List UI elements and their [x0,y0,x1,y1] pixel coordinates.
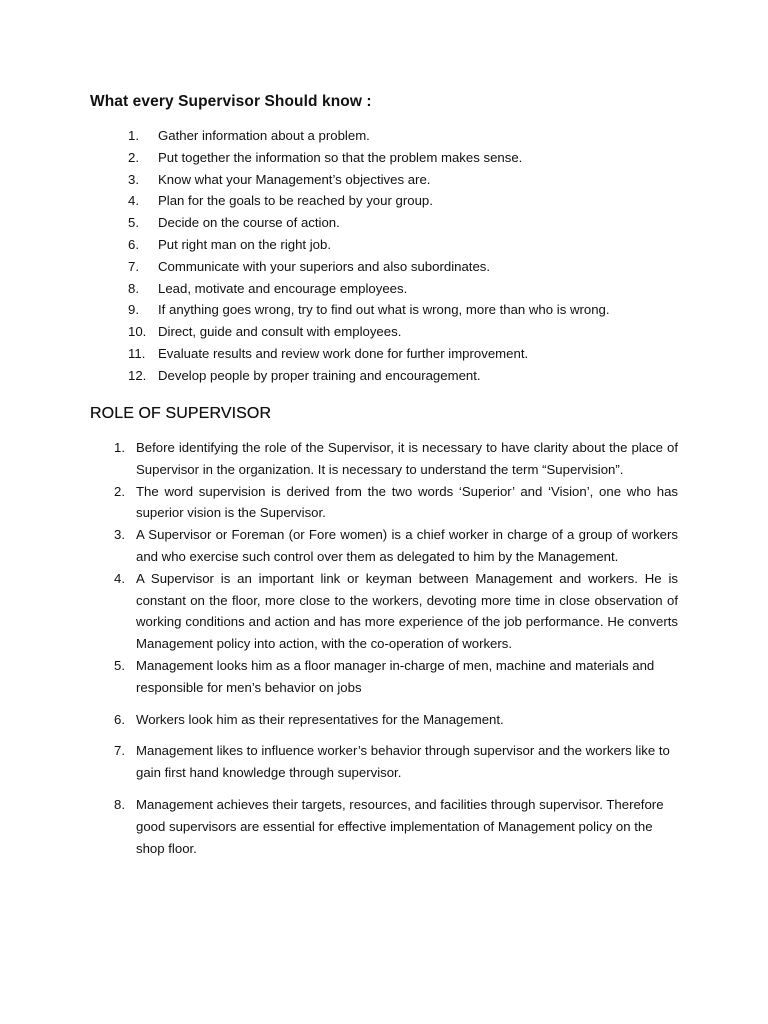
list-item [128,234,688,256]
list-item [106,437,678,481]
section-heading-supervisor-knowledge: What every Supervisor Should know : [90,93,372,110]
list-item [106,740,678,784]
list-item-text: Evaluate results and review work done for further improvement. [158,345,529,361]
list-item-number: 4. [128,193,139,209]
list-item-number: 9. [128,302,139,318]
list-item-number: 2. [128,149,139,165]
list-item [106,655,678,699]
list-item-number: 1. [128,128,139,143]
list-item-text: Management likes to influence worker’s behavior through supervisor and the workers like to gain first hand knowledge through supervisor. [136,743,670,781]
list-item-number: 7. [128,258,139,274]
supervisor-knowledge-list [128,125,688,387]
list-item-text: Plan for the goals to be reached by your group. [158,193,433,209]
list-item [128,169,688,191]
list-item [128,147,688,169]
list-item [128,278,688,300]
list-item-number: 7. [114,743,125,759]
list-item-text: Before identifying the role of the Supervisor, it is necessary to have clarity about the place of Supervisor in the organization. It is necessary to understand the term “Supervision”. [136,440,678,477]
list-item-text: Put right man on the right job. [158,236,332,252]
list-item-number: 1. [114,440,125,455]
list-item-number: 10. [128,324,147,340]
list-item-number: 6. [128,236,139,252]
list-item-text: A Supervisor or Foreman (or Fore women) is a chief worker in charge of a group of workers and who exercise such control over them as delegated to him by the Management. [136,527,678,564]
list-item-number: 5. [114,657,125,673]
list-item-text: Put together the information so that the problem makes sense. [158,149,523,165]
role-of-supervisor-list [106,437,678,859]
list-item-text: Communicate with your superiors and also subordinates. [158,258,491,274]
list-item-text: If anything goes wrong, try to find out what is wrong, more than who is wrong. [158,302,610,318]
list-item-text: Direct, guide and consult with employees. [158,324,402,340]
list-item-number: 11. [128,345,146,361]
list-item-text: Decide on the course of action. [158,215,340,231]
list-item-number: 4. [114,570,125,586]
list-item-text: The word supervision is derived from the two words ‘Superior’ and ‘Vision’, one who has superior vision is the Supervisor. [136,483,678,521]
list-item-number: 2. [114,483,125,499]
list-item [128,190,688,212]
list-item [106,709,678,731]
list-item-number: 8. [128,280,139,296]
list-item-number: 3. [114,527,125,543]
list-item-text: Management looks him as a floor manager in-charge of men, machine and materials and responsible for men’s behavior on jobs [136,657,655,695]
list-item-text: Develop people by proper training and encouragement. [158,367,481,383]
list-item [106,481,678,525]
list-item-text: Management achieves their targets, resources, and facilities through supervisor. Therefore good supervisors are essential for effective implementation of Management policy on the shop floor. [136,796,664,856]
list-item [128,321,688,343]
list-item [128,343,688,365]
list-item-number: 6. [114,711,125,727]
list-item [128,125,688,147]
list-item [128,365,688,387]
list-item-number: 5. [128,215,139,231]
list-item-text: Lead, motivate and encourage employees. [158,280,408,296]
list-item-number: 12. [128,367,147,383]
list-item [128,299,688,321]
list-item [106,794,678,859]
list-item-number: 3. [128,171,139,187]
list-item [106,568,678,655]
list-item-text: A Supervisor is an important link or keyman between Management and workers. He is constant on the floor, more close to the workers, devoting more time in close observation of working conditions and action and has more experience of the job performance. He converts Management policy into action, with the co-operation of workers. [136,570,678,652]
list-item [106,524,678,568]
list-item-text: Know what your Management’s objectives are. [158,171,431,187]
list-item [128,256,688,278]
list-item-text: Workers look him as their representatives for the Management. [136,711,504,727]
list-item-text: Gather information about a problem. [158,128,370,143]
list-item [128,212,688,234]
list-item-number: 8. [114,796,125,812]
section-heading-role-of-supervisor: ROLE OF SUPERVISOR [90,405,272,422]
